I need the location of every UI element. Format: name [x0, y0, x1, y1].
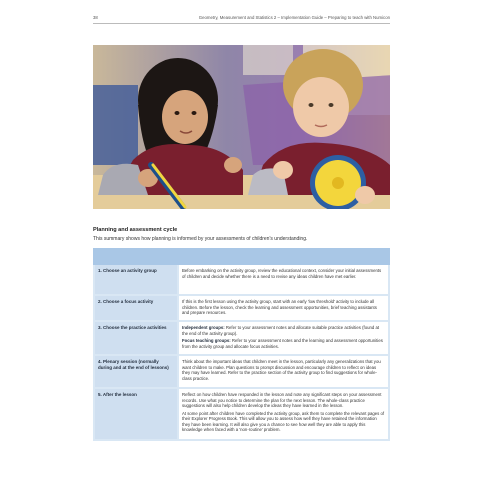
row-label: 1. Choose an activity group [95, 265, 177, 294]
planning-cycle-table [93, 248, 390, 441]
row-label: 3. Choose the practice activities [95, 322, 177, 354]
row-text: Independent groups: Refer to your assessment notes and allocate suitable practice activities (found at the end of the activity group). Focus teaching groups: Refer to your assessment notes and the learning and assessment opportunities from the activity group and allocate focus activities. [179, 322, 388, 354]
row-text: Think about the important ideas that children meet in the lesson, particularly any generalizations that you want children to make. Plan questions to prompt discussion and encourage children to reflect on ideas they may have learned. Refer to the practice section of the activity group to find suggestions for whole-class practice. [179, 356, 388, 387]
section-heading: Planning and assessment cycle [93, 227, 178, 233]
section-intro: This summary shows how planning is informed by your assessments of children's understanding. [93, 236, 308, 242]
running-header [93, 13, 390, 24]
table-row [95, 322, 388, 354]
row-label: 5. After the lesson [95, 389, 177, 439]
table-row [95, 296, 388, 320]
children-playing-image [93, 45, 390, 209]
row-text: If this is the first lesson using the activity group, start with an early 'low threshold' activity to include all children. Before the lesson, check the learning and assessment opportunities, brief teaching assistants and prepare resources. [179, 296, 388, 320]
classroom-photo [93, 45, 390, 209]
table-row [95, 389, 388, 439]
table-row [95, 356, 388, 387]
table-header-band [93, 248, 390, 265]
table-row [95, 265, 388, 294]
row-label: 4. Plenary session (normally during and at the end of lessons) [95, 356, 177, 387]
page-number: 38 [93, 15, 98, 20]
running-title: Geometry, Measurement and Statistics 2 – Implementation Guide – Preparing to teach with Numicon [198, 15, 390, 20]
row-text: Before embarking on the activity group, review the educational context, consider your initial assessments of children and decide whether there is a need to revise any ideas children have met earlier. [179, 265, 388, 294]
row-text: Reflect on how children have responded in the lesson and note any significant steps on your assessment records. Use what you notice to determine the plan for the next lesson. The whole-class practice suggestions will also help children develop the ideas they have learned in the lesson. At some point after children have completed the activity group, ask them to complete the relevant pages of their Explorer Progress Book. This will allow you to assess how well they have retained the information they have been learning. It will also give you a chance to see how well they are able to apply this knowledge when faced with a 'non-routine' problem. [179, 389, 388, 439]
row-label: 2. Choose a focus activity [95, 296, 177, 320]
